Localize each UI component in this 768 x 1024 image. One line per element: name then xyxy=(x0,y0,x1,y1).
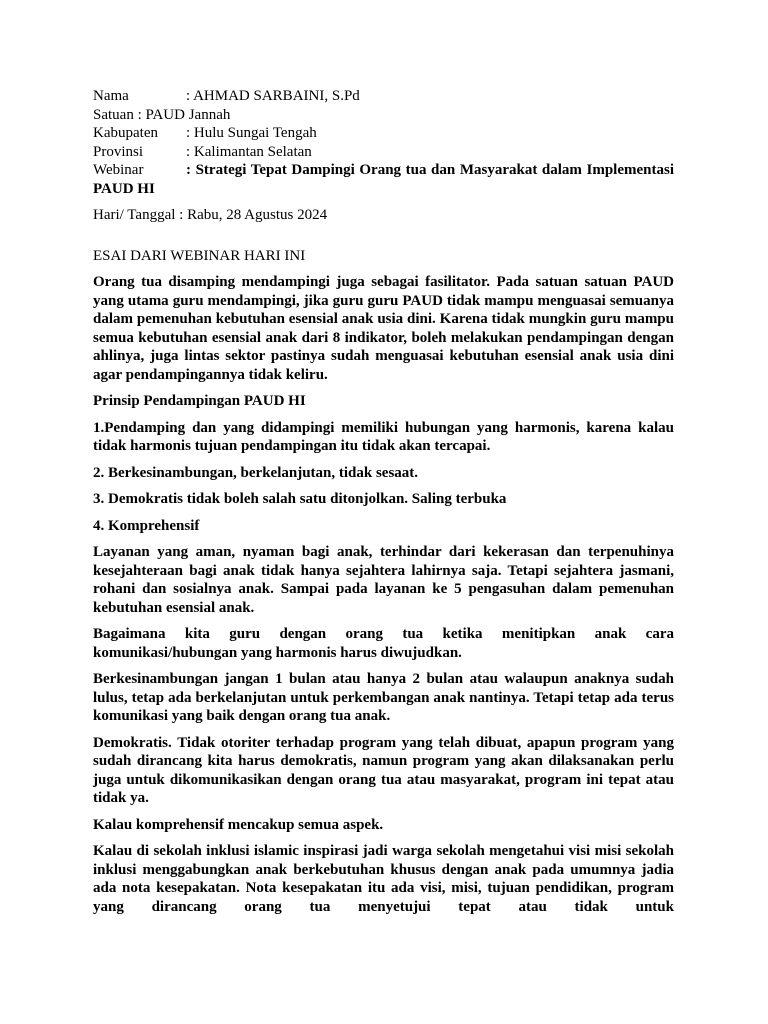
nama-label: Nama xyxy=(93,88,129,104)
document-page xyxy=(93,87,674,916)
date-row: Hari/ Tanggal : Rabu, 28 Agustus 2024 xyxy=(93,207,328,223)
webinar-value: : Strategi Tepat Dampingi Orang tua dan Masyarakat dalam Implementasi PAUD HI xyxy=(93,162,674,197)
essay-paragraph: Berkesinambungan jangan 1 bulan atau hanya 2 bulan atau walaupun anaknya sudah lulus, tetap ada berkelanjutan untuk perkembangan anak nantinya. Tetapi tetap ada terus komunikasi yang baik dengan orang tua anak. xyxy=(93,671,674,724)
kabupaten-value: : Hulu Sungai Tengah xyxy=(186,125,317,141)
provinsi-value: : Kalimantan Selatan xyxy=(186,143,312,160)
essay-paragraph: Bagaimana kita guru dengan orang tua ketika menitipkan anak cara komunikasi/hubungan yang harmonis harus diwujudkan. xyxy=(93,626,674,661)
essay-paragraph: Orang tua disamping mendampingi juga sebagai fasilitator. Pada satuan satuan PAUD yang utama guru mendampingi, jika guru guru PAUD tidak mampu menguasai semuanya dalam pemenuhan kebutuhan esensial anak usia dini. Karena tidak mungkin guru mampu semua kebutuhan esensial anak dari 8 indikator, boleh melakukan pendampingan dengan ahlinya, juga lintas sektor pastinya sudah menguasai kebutuhan esensial anak usia dini agar pendampingannya tidak keliru. xyxy=(93,274,674,383)
essay-paragraph: Kalau komprehensif mencakup semua aspek. xyxy=(93,816,384,833)
essay-subheading: Prinsip Pendampingan PAUD HI xyxy=(93,393,306,409)
essay-paragraph: 3. Demokratis tidak boleh salah satu ditonjolkan. Saling terbuka xyxy=(93,491,507,507)
essay-paragraph: 1.Pendamping dan yang didampingi memiliki hubungan yang harmonis, karena kalau tidak harmonis tujuan pendampingan itu tidak akan tercapai. xyxy=(93,419,674,454)
satuan-row: Satuan : PAUD Jannah xyxy=(93,106,231,123)
essay-paragraph: 2. Berkesinambungan, berkelanjutan, tidak sesaat. xyxy=(93,464,419,481)
essay-paragraph: Layanan yang aman, nyaman bagi anak, terhindar dari kekerasan dan terpenuhinya kesejahteraan bagi anak tidak hanya sejahtera lahirnya saja. Tetapi sejahtera jasmani, rohani dan sosialnya anak. Sampai pada layanan ke 5 pengasuhan dalam pemenuhan kebutuhan esensial anak. xyxy=(93,544,674,616)
webinar-row xyxy=(93,161,674,198)
kabupaten-row xyxy=(93,124,674,143)
provinsi-row xyxy=(93,143,674,162)
webinar-label: Webinar xyxy=(93,162,144,178)
kabupaten-label: Kabupaten xyxy=(93,125,158,141)
essay-title: ESAI DARI WEBINAR HARI INI xyxy=(93,247,306,264)
essay-paragraph: Demokratis. Tidak otoriter terhadap program yang telah dibuat, apapun program yang sudah dirancang kita harus demokratis, namun program yang akan dilaksanakan perlu juga untuk dikomunikasikan dengan orang tua atau masyarakat, program ini tepat atau tidak ya. xyxy=(93,734,674,806)
nama-value: : AHMAD SARBAINI, S.Pd xyxy=(186,88,360,104)
essay-paragraph: Kalau di sekolah inklusi islamic inspirasi jadi warga sekolah mengetahui visi misi sekolah inklusi menggabungkan anak berkebutuhan khusus dengan anak pada umumnya jadia ada nota kesepakatan. Nota kesepakatan itu ada visi, misi, tujuan pendidikan, program yang dirancang orang tua menyetujui tepat atau tidak untuk xyxy=(93,843,674,915)
provinsi-label: Provinsi xyxy=(93,143,144,160)
nama-row xyxy=(93,87,674,106)
essay-paragraph: 4. Komprehensif xyxy=(93,517,200,534)
